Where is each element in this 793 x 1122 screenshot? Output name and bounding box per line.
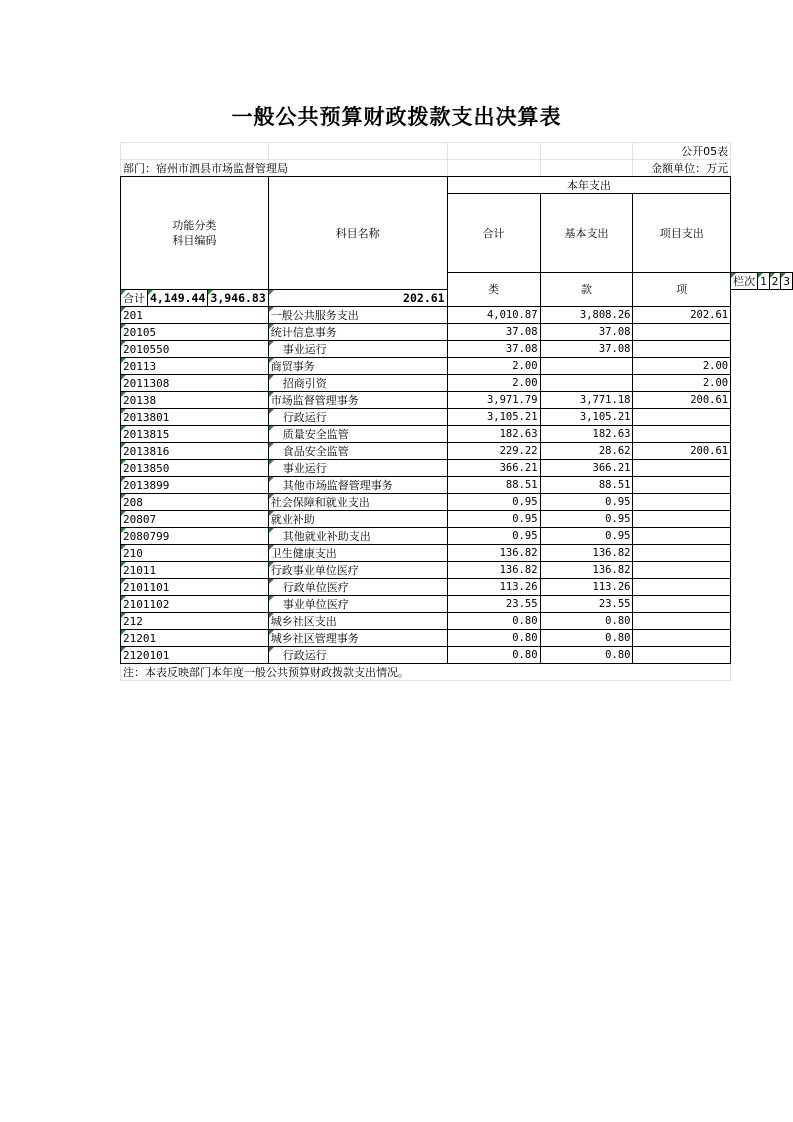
basic-header: 基本支出 — [540, 194, 633, 273]
table-row — [121, 358, 793, 375]
page-title: 一般公共预算财政拨款支出决算表 — [231, 105, 562, 129]
row-project: 200.61 — [633, 392, 731, 409]
row-project — [633, 409, 731, 426]
table-row — [121, 545, 793, 562]
table-row — [121, 562, 793, 579]
row-total: 0.80 — [447, 613, 540, 630]
row-project — [633, 613, 731, 630]
row-name: 行政运行 — [268, 409, 447, 426]
department-row — [121, 160, 793, 177]
row-basic: 3,771.18 — [540, 392, 633, 409]
row-code: 2010550 — [121, 341, 269, 358]
row-basic: 136.82 — [540, 545, 633, 562]
row-basic: 37.08 — [540, 324, 633, 341]
row-code: 201 — [121, 307, 269, 324]
row-total: 366.21 — [447, 460, 540, 477]
row-code: 2013816 — [121, 443, 269, 460]
col-index-3: 3 — [781, 273, 793, 290]
row-code: 2080799 — [121, 528, 269, 545]
row-name: 行政运行 — [268, 647, 447, 664]
row-code: 208 — [121, 494, 269, 511]
row-name: 质量安全监管 — [268, 426, 447, 443]
row-code: 2013815 — [121, 426, 269, 443]
row-basic: 23.55 — [540, 596, 633, 613]
row-basic: 113.26 — [540, 579, 633, 596]
table-row — [121, 477, 793, 494]
row-total: 0.80 — [447, 630, 540, 647]
row-project — [633, 579, 731, 596]
row-total: 229.22 — [447, 443, 540, 460]
col-index-1: 1 — [758, 273, 770, 290]
sum-total: 4,149.44 — [148, 290, 208, 307]
table-row — [121, 613, 793, 630]
table-row — [121, 528, 793, 545]
table-row — [121, 341, 793, 358]
row-name: 事业运行 — [268, 341, 447, 358]
row-name: 其他市场监督管理事务 — [268, 477, 447, 494]
row-basic — [540, 375, 633, 392]
row-basic: 0.95 — [540, 494, 633, 511]
code-group-header: 功能分类 科目编码 — [121, 177, 269, 290]
form-code-row — [121, 143, 793, 160]
row-total: 3,971.79 — [447, 392, 540, 409]
table-row — [121, 392, 793, 409]
row-project: 200.61 — [633, 443, 731, 460]
row-code: 20113 — [121, 358, 269, 375]
row-code: 2101102 — [121, 596, 269, 613]
row-basic: 88.51 — [540, 477, 633, 494]
row-project — [633, 511, 731, 528]
table-row — [121, 307, 793, 324]
row-code: 2013850 — [121, 460, 269, 477]
row-basic: 3,808.26 — [540, 307, 633, 324]
row-code: 21201 — [121, 630, 269, 647]
row-code: 2013801 — [121, 409, 269, 426]
row-project: 202.61 — [633, 307, 731, 324]
table-row — [121, 511, 793, 528]
row-code: 20138 — [121, 392, 269, 409]
row-code: 210 — [121, 545, 269, 562]
row-name: 就业补助 — [268, 511, 447, 528]
row-name: 卫生健康支出 — [268, 545, 447, 562]
row-total: 23.55 — [447, 596, 540, 613]
row-basic: 28.62 — [540, 443, 633, 460]
row-name: 社会保障和就业支出 — [268, 494, 447, 511]
row-project — [633, 545, 731, 562]
row-basic: 0.80 — [540, 613, 633, 630]
row-name: 其他就业补助支出 — [268, 528, 447, 545]
col-index-2: 2 — [769, 273, 781, 290]
expenditure-table — [120, 142, 793, 681]
row-code: 2120101 — [121, 647, 269, 664]
row-name: 事业单位医疗 — [268, 596, 447, 613]
row-project — [633, 630, 731, 647]
table-row — [121, 324, 793, 341]
row-name: 市场监督管理事务 — [268, 392, 447, 409]
row-name: 城乡社区支出 — [268, 613, 447, 630]
row-total: 3,105.21 — [447, 409, 540, 426]
row-basic: 0.95 — [540, 511, 633, 528]
row-total: 2.00 — [447, 375, 540, 392]
row-project — [633, 460, 731, 477]
department-label: 部门：宿州市泗县市场监督管理局 — [121, 160, 448, 177]
row-code: 20807 — [121, 511, 269, 528]
row-total: 2.00 — [447, 358, 540, 375]
row-total: 0.95 — [447, 494, 540, 511]
unit-label: 金额单位：万元 — [633, 160, 731, 177]
table-row — [121, 647, 793, 664]
row-basic: 182.63 — [540, 426, 633, 443]
row-total: 88.51 — [447, 477, 540, 494]
row-project — [633, 562, 731, 579]
row-total: 4,010.87 — [447, 307, 540, 324]
row-total: 0.80 — [447, 647, 540, 664]
table-row — [121, 596, 793, 613]
row-basic: 136.82 — [540, 562, 633, 579]
row-project — [633, 647, 731, 664]
row-total: 0.95 — [447, 528, 540, 545]
header-row-1 — [121, 177, 793, 194]
row-project — [633, 324, 731, 341]
row-total: 37.08 — [447, 324, 540, 341]
table-row — [121, 375, 793, 392]
table-row — [121, 426, 793, 443]
row-total: 136.82 — [447, 562, 540, 579]
row-basic: 0.95 — [540, 528, 633, 545]
row-basic: 0.80 — [540, 630, 633, 647]
row-project — [633, 426, 731, 443]
row-project — [633, 596, 731, 613]
kuan-header: 款 — [540, 273, 633, 307]
row-code: 2011308 — [121, 375, 269, 392]
table-row — [121, 409, 793, 426]
project-header: 项目支出 — [633, 194, 731, 273]
row-project — [633, 528, 731, 545]
row-name: 城乡社区管理事务 — [268, 630, 447, 647]
row-project: 2.00 — [633, 375, 731, 392]
current-year-header: 本年支出 — [447, 177, 731, 194]
row-code: 21011 — [121, 562, 269, 579]
row-basic: 3,105.21 — [540, 409, 633, 426]
row-code: 2013899 — [121, 477, 269, 494]
row-total: 37.08 — [447, 341, 540, 358]
row-total: 113.26 — [447, 579, 540, 596]
row-total: 136.82 — [447, 545, 540, 562]
row-name: 统计信息事务 — [268, 324, 447, 341]
table-row — [121, 494, 793, 511]
row-total: 0.95 — [447, 511, 540, 528]
row-name: 一般公共服务支出 — [268, 307, 447, 324]
row-project — [633, 477, 731, 494]
table-row — [121, 443, 793, 460]
sum-project: 202.61 — [268, 290, 447, 307]
row-name: 行政事业单位医疗 — [268, 562, 447, 579]
table-row — [121, 460, 793, 477]
name-header: 科目名称 — [268, 177, 447, 290]
sum-basic: 3,946.83 — [208, 290, 268, 307]
lei-header: 类 — [447, 273, 540, 307]
note-row — [121, 664, 793, 681]
row-name: 行政单位医疗 — [268, 579, 447, 596]
row-name: 招商引资 — [268, 375, 447, 392]
row-project: 2.00 — [633, 358, 731, 375]
row-project — [633, 494, 731, 511]
sum-label: 合计 — [121, 290, 148, 307]
table-note: 注：本表反映部门本年度一般公共预算财政拨款支出情况。 — [121, 664, 731, 681]
row-basic: 37.08 — [540, 341, 633, 358]
row-basic: 0.80 — [540, 647, 633, 664]
row-basic: 366.21 — [540, 460, 633, 477]
table-row — [121, 630, 793, 647]
row-code: 2101101 — [121, 579, 269, 596]
row-total: 182.63 — [447, 426, 540, 443]
xiang-header: 项 — [633, 273, 731, 307]
row-code: 212 — [121, 613, 269, 630]
total-header: 合计 — [447, 194, 540, 273]
row-basic — [540, 358, 633, 375]
row-name: 食品安全监管 — [268, 443, 447, 460]
row-code: 20105 — [121, 324, 269, 341]
form-code: 公开05表 — [633, 143, 731, 160]
row-name: 事业运行 — [268, 460, 447, 477]
row-name: 商贸事务 — [268, 358, 447, 375]
table-row — [121, 579, 793, 596]
column-index-label: 栏次 — [731, 273, 758, 290]
row-project — [633, 341, 731, 358]
